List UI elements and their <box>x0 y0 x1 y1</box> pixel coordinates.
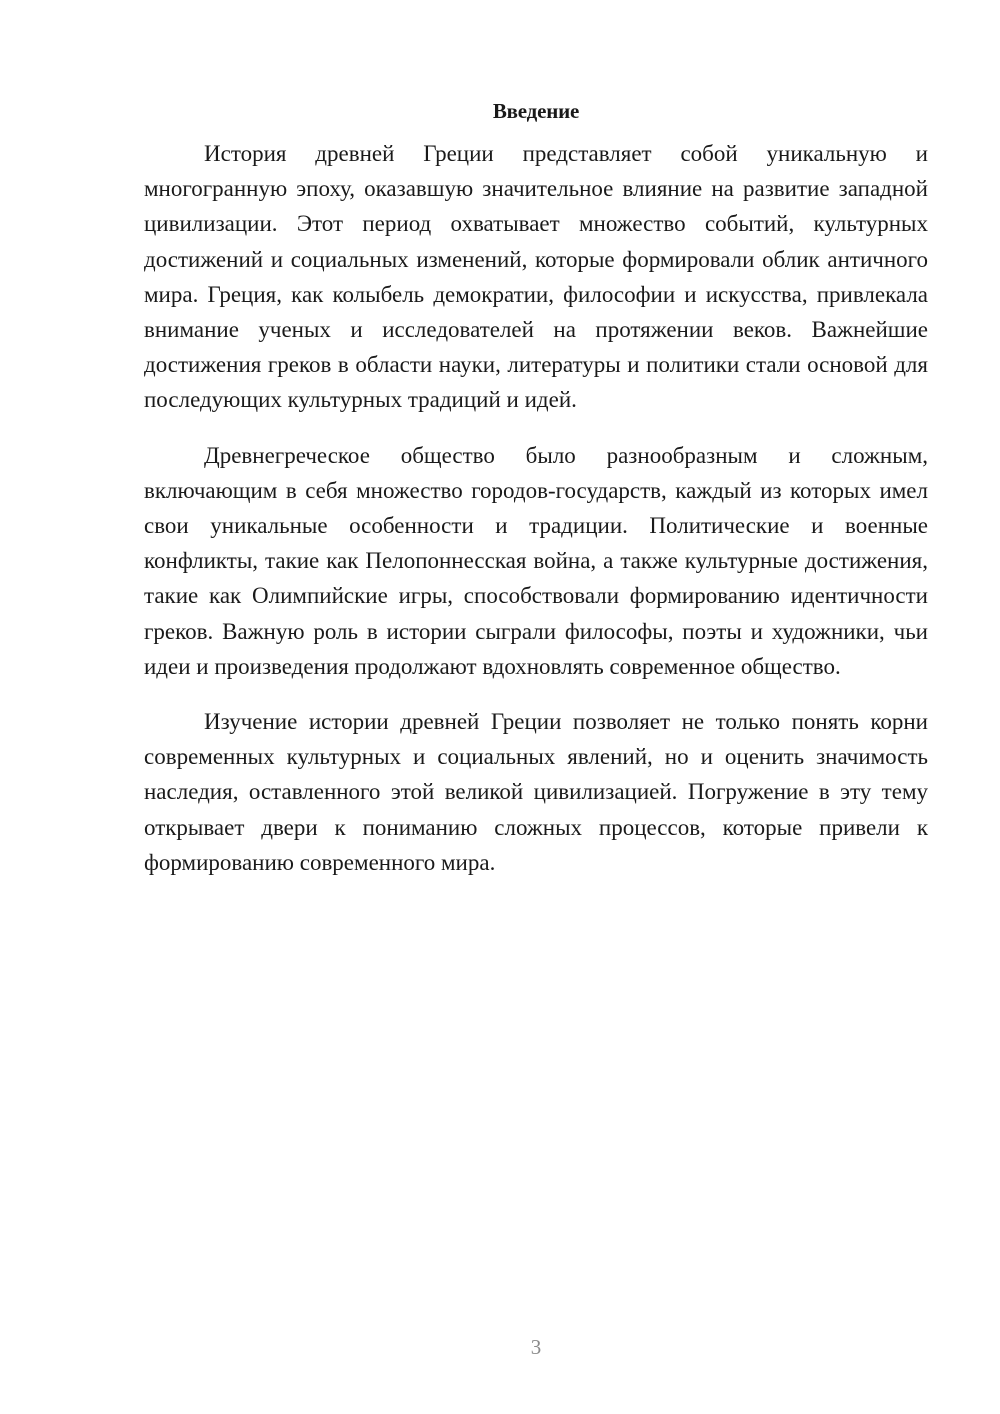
paragraph-2: Древнегреческое общество было разнообразным и сложным, включающим в себя множество городов-государств, каждый из которых имел свои уникальные особенности и традиции. Политические и военные конфликты, такие как Пелопоннесская война, а также культурные достижения, такие как Олимпийские игры, способствовали формированию идентичности греков. Важную роль в истории сыграли философы, поэты и художники, чьи идеи и произведения продолжают вдохновлять современное общество. <box>144 442 928 679</box>
page-content <box>144 96 928 900</box>
page-number: 3 <box>530 1335 542 1359</box>
paragraph-3: Изучение истории древней Греции позволяет не только понять корни современных культурных и социальных явлений, но и оценить значимость наследия, оставленного этой великой цивилизацией. Погружение в эту тему открывает двери к пониманию сложных процессов, которые привели к формированию современного мира. <box>144 709 928 875</box>
section-heading: Введение <box>492 99 580 123</box>
paragraph-1: История древней Греции представляет собой уникальную и многогранную эпоху, оказавшую значительное влияние на развитие западной цивилизации. Этот период охватывает множество событий, культурных достижений и социальных изменений, которые формировали облик античного мира. Греция, как колыбель демократии, философии и искусства, привлекала внимание ученых и исследователей на протяжении веков. Важнейшие достижения греков в области науки, литературы и политики стали основой для последующих культурных традиций и идей. <box>144 141 928 413</box>
